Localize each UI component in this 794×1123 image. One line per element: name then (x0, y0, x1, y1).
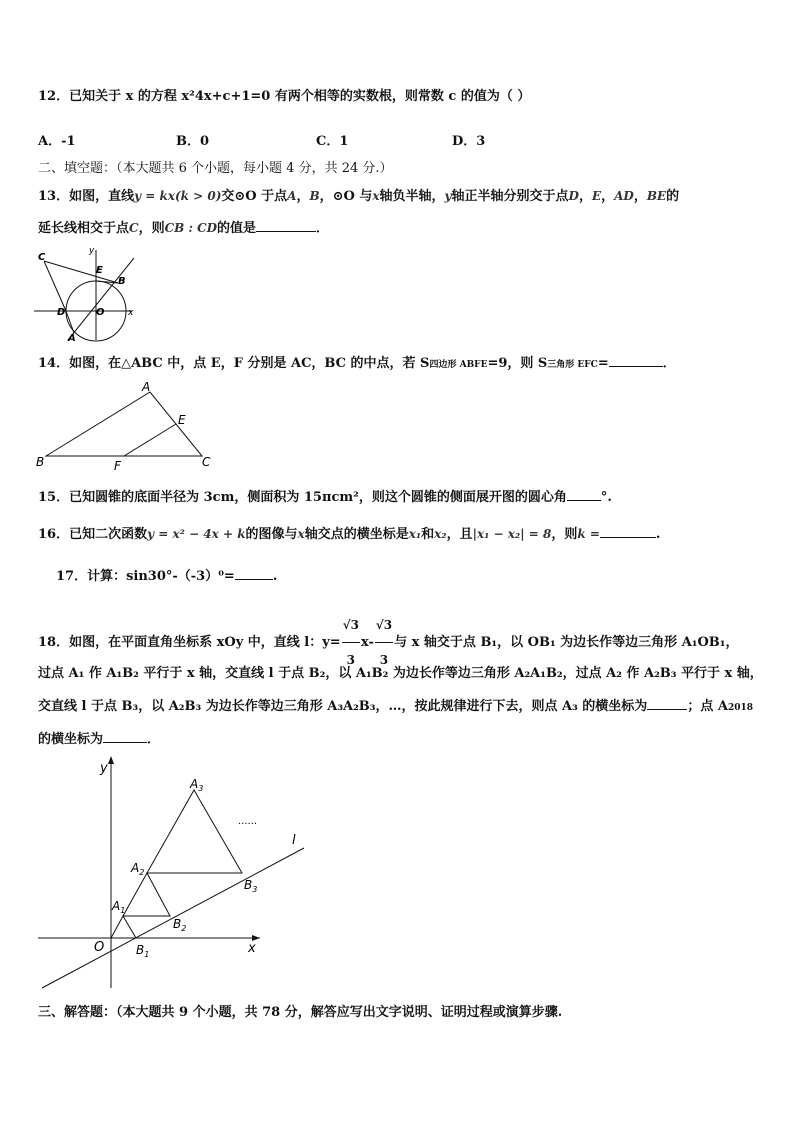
option-b: B．0 (176, 134, 210, 149)
q14-subscript: 四边形 ABFE (429, 360, 488, 370)
q13-line-equation: y = kx(k > 0) (134, 189, 222, 203)
answer-blank (235, 567, 273, 580)
q18-text: 与 x 轴交于点 B₁，以 OB₁ 为边长作等边三角形 A₁OB₁， (394, 635, 739, 650)
label-y: y (100, 761, 108, 776)
q17-text: . (272, 569, 278, 584)
label-a: A (68, 333, 76, 344)
segment-fe (124, 424, 176, 456)
q13-segment: AD (614, 189, 634, 203)
q13-text: ， (296, 189, 310, 204)
q13-figure (30, 244, 140, 344)
q13-point: E (591, 189, 602, 203)
q18-text: 的横坐标为 (38, 732, 104, 747)
q16-axis: x (297, 527, 305, 541)
q16-text: ，则 (551, 527, 578, 542)
q15-text: °. (600, 490, 612, 505)
q13-text: ，则 (138, 221, 165, 236)
question-17 (56, 567, 277, 586)
q15-text: 15．已知圆锥的底面半径为 3cm，侧面积为 15πcm²，则这个圆锥的侧面展开图的圆心角 (38, 490, 567, 505)
q13-point: B (309, 189, 320, 203)
label-a2 (130, 861, 144, 877)
option-a: A．-1 (38, 134, 76, 149)
label-b3-subscript: 3 (252, 885, 258, 894)
q13-text: ， (578, 189, 592, 204)
q16-function: y = x² − 4x + k (147, 527, 246, 541)
fraction-numerator: √3 (342, 608, 360, 643)
section-2-heading: 二、填空题：（本大题共 6 个小题，每小题 4 分，共 24 分.） (38, 161, 393, 176)
label-b: B (36, 455, 45, 469)
q13-text: 的值是 (217, 221, 257, 236)
label-e: E (178, 413, 186, 427)
question-14 (38, 354, 676, 374)
label-c: C (202, 455, 211, 469)
q18-text: ． (147, 732, 161, 747)
question-13-line-1 (38, 187, 679, 206)
q18-text: 18．如图，在平面直角坐标系 xOy 中，直线 l：y= (38, 635, 341, 650)
question-12 (38, 88, 530, 106)
question-18-line-3 (38, 697, 753, 717)
q16-root: x₂ (434, 527, 447, 541)
q13-axis: y (444, 189, 452, 203)
label-b3 (244, 878, 257, 894)
q13-text: 延长线相交于点 (38, 221, 130, 236)
answer-blank (567, 488, 601, 501)
label-f: F (114, 459, 121, 473)
option-c: C．1 (316, 134, 349, 149)
q13-point: A (287, 189, 297, 203)
q13-text: 轴负半轴， (379, 189, 445, 204)
label-b: B (118, 276, 126, 287)
q16-text: 轴交点的横坐标是 (304, 527, 409, 542)
segment-cb (44, 261, 118, 283)
label-b1 (136, 943, 149, 959)
label-e: E (96, 265, 103, 276)
fraction-numerator: √3 (375, 608, 393, 643)
q16-condition: |x₁ − x₂| = 8 (472, 527, 552, 541)
q13-text: ． (316, 221, 330, 236)
question-18-line-2: 过点 A₁ 作 A₁B₂ 平行于 x 轴，交直线 l 于点 B₂，以 A₁B₂ 为边长作等边三角形 A₂A₁B₂，过点 A₂ 作 A₂B₃ 平行于 x 轴， (38, 666, 763, 681)
q13-segment: BE (646, 189, 667, 203)
q13-text: 13．如图，直线 (38, 189, 135, 204)
q13-text: ， (633, 189, 647, 204)
triangle-a2a1b2 (123, 873, 170, 916)
label-l: l (292, 833, 296, 848)
label-o: O (94, 940, 105, 955)
question-13-line-2 (38, 219, 329, 238)
label-a2-letter: A (131, 861, 140, 875)
segment-cd (44, 261, 66, 311)
q14-text: = (597, 356, 609, 371)
q13-text: 的 (666, 189, 680, 204)
triangle-a3a2b3 (147, 790, 242, 873)
question-12-text: 12．已知关于 x 的方程 x²4x+c+1=0 有两个相等的实数根，则常数 c 的值为（ ） (38, 89, 531, 104)
y-axis-arrow (108, 756, 114, 764)
q16-root: x₁ (408, 527, 422, 541)
q16-text: 的图像与 (245, 527, 298, 542)
label-b2-letter: B (173, 917, 182, 931)
q14-subscript: 三角形 EFC (547, 360, 598, 370)
label-b2 (173, 917, 186, 933)
label-a3 (189, 777, 203, 793)
q13-point: D (568, 189, 579, 203)
q16-text: 16．已知二次函数 (38, 527, 148, 542)
fraction-denominator: 3 (379, 653, 389, 667)
q13-ratio: CB : CD (164, 221, 218, 235)
answer-blank (600, 525, 656, 538)
label-b1-subscript: 1 (144, 950, 150, 959)
question-16 (38, 525, 660, 544)
answer-blank (256, 219, 316, 232)
question-15 (38, 488, 612, 507)
label-c: C (38, 252, 46, 263)
q14-text: =9，则 S (487, 356, 548, 371)
q14-text: 14．如图，在△ABC 中，点 E，F 分别是 AC，BC 的中点，若 S (38, 356, 430, 371)
label-d: D (57, 307, 66, 318)
answer-blank (609, 354, 663, 367)
q16-text: . (655, 527, 661, 542)
label-a1-subscript: 1 (120, 906, 126, 915)
q14-text: ． (662, 356, 676, 371)
answer-blank (647, 697, 687, 710)
fraction-denominator: 3 (346, 653, 355, 667)
label-x: x (248, 941, 256, 956)
q13-text: 轴正半轴分别交于点 (451, 189, 569, 204)
label-o: O (96, 307, 105, 318)
label-b3-letter: B (244, 878, 253, 892)
label-a: A (142, 380, 151, 394)
label-a2-subscript: 2 (139, 868, 145, 877)
answer-blank (103, 730, 147, 743)
q13-point: C (129, 221, 139, 235)
q13-text: ， (601, 189, 615, 204)
option-d: D．3 (452, 134, 486, 149)
q16-text: ，且 (446, 527, 473, 542)
q18-text: x- (360, 635, 374, 650)
ellipsis: ...... (238, 816, 258, 827)
q17-text: 17．计算：sin30°-（-3）⁰= (56, 569, 235, 584)
section-3-heading: 三、解答题：（本大题共 9 个小题，共 78 分，解答应写出文字说明、证明过程或演算步骤. (38, 1005, 563, 1020)
q16-text: 和 (421, 527, 435, 542)
q13-axis: x (372, 189, 380, 203)
label-a3-subscript: 3 (198, 784, 204, 793)
question-18-line-4 (38, 730, 160, 749)
label-b1-letter: B (136, 943, 145, 957)
segment-ad (66, 311, 74, 333)
label-a1 (111, 899, 125, 915)
q18-text: 交直线 l 于点 B₃，以 A₂B₃ 为边长作等边三角形 A₃A₂B₃，…，按此规律进行下去，则点 A₃ 的横坐标为 (38, 699, 648, 714)
label-x: x (128, 308, 134, 318)
q13-text: ，⊙O 与 (319, 189, 373, 204)
label-y: y (89, 246, 95, 256)
q18-subscript: 2018 (727, 703, 753, 713)
label-a1-letter: A (112, 899, 121, 913)
q16-unknown: k = (577, 527, 600, 541)
label-b2-subscript: 2 (181, 924, 187, 933)
q18-figure (30, 752, 320, 997)
q13-text: 交⊙O 于点 (221, 189, 288, 204)
label-a3-letter: A (190, 777, 199, 791)
triangle-a1ob1 (111, 916, 136, 938)
q18-text: ；点 A (687, 699, 728, 714)
q14-figure (34, 378, 224, 474)
